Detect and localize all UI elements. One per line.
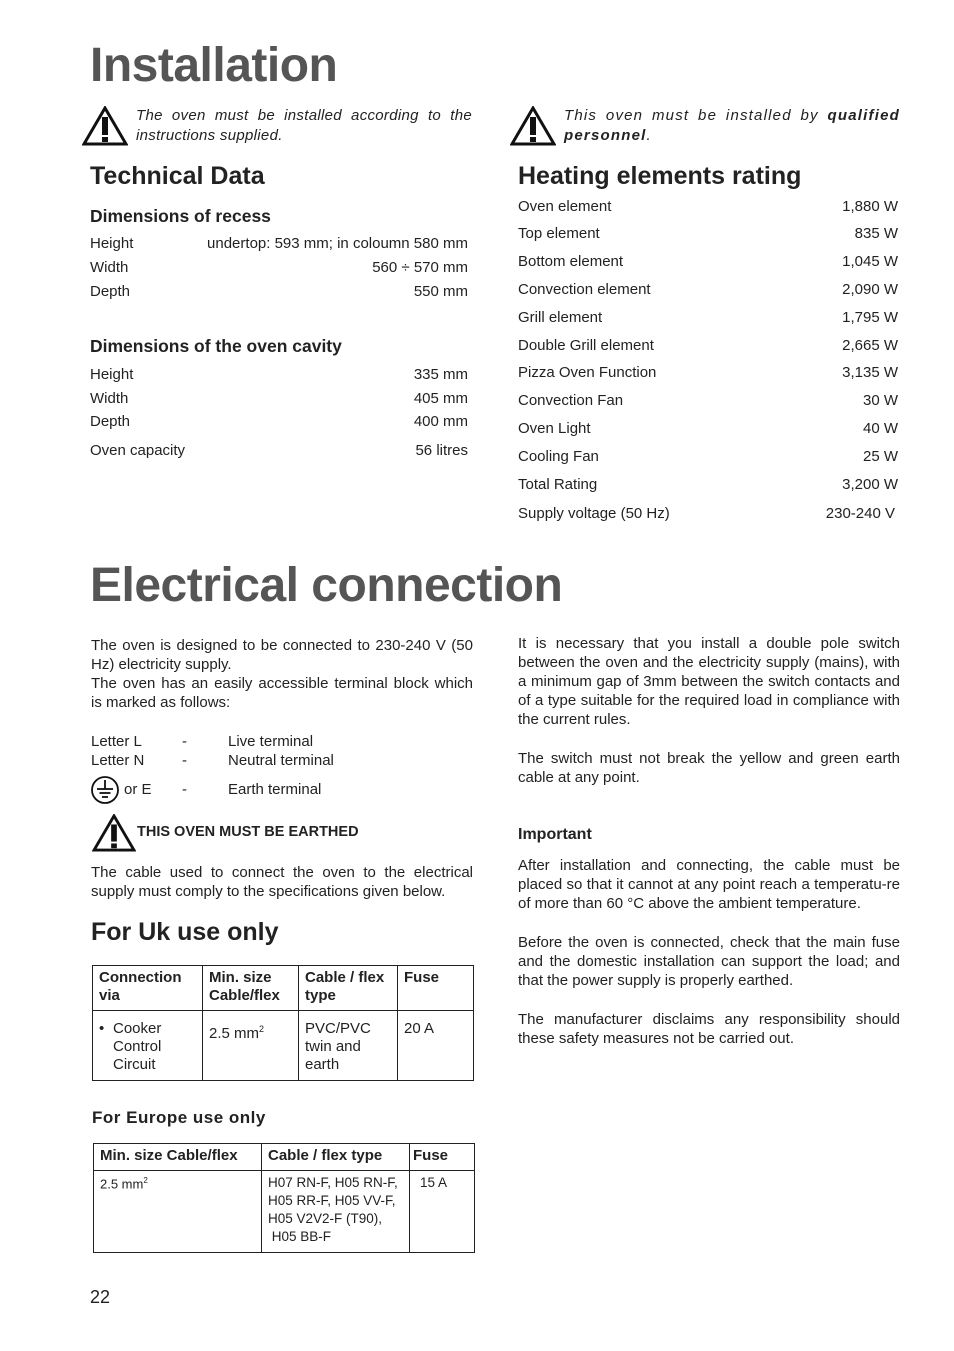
electrical-title: Electrical connection	[90, 559, 563, 612]
heating-row: Total Rating 3,200 W	[518, 476, 898, 493]
column-header: Cable / flex type	[262, 1144, 410, 1171]
installation-title: Installation	[90, 39, 338, 92]
fuse-paragraph: Before the oven is connected, check that the main fuse and the domestic installation can support the load; and that the power supply is properly earthed.	[518, 934, 900, 989]
warning-icon	[92, 814, 136, 852]
terminal-desc: Neutral terminal	[228, 752, 334, 769]
table-row	[93, 1011, 474, 1081]
warning-icon	[510, 106, 556, 146]
recess-row: Depth 550 mm	[90, 283, 468, 300]
table-row	[94, 1171, 475, 1253]
terminal-desc: Live terminal	[228, 733, 314, 750]
table-cell: PVC/PVC twin and earth	[299, 1011, 398, 1081]
heating-row: Oven Light 40 W	[518, 420, 898, 437]
recess-row: Width 560 ÷ 570 mm	[90, 259, 468, 276]
earth-ground-icon	[90, 775, 120, 805]
technical-data-title: Technical Data	[90, 162, 265, 190]
install-warning-left	[82, 106, 474, 146]
warning-text: The oven must be installed according to the instructions supplied.	[136, 107, 472, 144]
cable-text: The cable used to connect the oven to the electrical supply must comply to the specifications given below.	[91, 864, 473, 900]
cavity-title: Dimensions of the oven cavity	[90, 336, 342, 356]
cavity-row: Width 405 mm	[90, 390, 468, 407]
table-cell: 2.5 $mm^2$	[94, 1171, 262, 1253]
terminal-letter: or E	[124, 781, 152, 798]
heating-row: Oven element 1,880 W	[518, 198, 898, 215]
column-header: Cable / flex type	[299, 966, 398, 1011]
heating-row: Bottom element 1,045 W	[518, 253, 898, 270]
heating-row: Double Grill element 2,665 W	[518, 337, 898, 354]
terminal-dash: -	[182, 752, 187, 769]
heating-row: Pizza Oven Function 3,135 W	[518, 364, 898, 381]
heating-row: Cooling Fan 25 W	[518, 448, 898, 465]
column-header: Fuse	[398, 966, 474, 1011]
table-cell: H07 RN-F, H05 RN-F, H05 RR-F, H05 VV-F, H05 V2V2-F (T90), H05 BB-F	[262, 1171, 410, 1253]
cavity-row: Height 335 mm	[90, 366, 468, 383]
heating-row: Supply voltage (50 Hz) 230-240 V	[518, 505, 895, 522]
table-cell: 15 A	[410, 1171, 475, 1253]
heating-title: Heating elements rating	[518, 162, 802, 190]
recess-row: Height undertop: 593 mm; in coloumn 580 mm	[90, 235, 468, 252]
heating-row: Grill element 1,795 W	[518, 309, 898, 326]
terminal-desc: Earth terminal	[228, 781, 322, 798]
install-warning-right	[510, 106, 902, 146]
table-header-row	[93, 966, 474, 1011]
capacity-row: Oven capacity 56 litres	[90, 442, 468, 459]
column-header: Min. size Cable/flex	[203, 966, 299, 1011]
cavity-row: Depth 400 mm	[90, 413, 468, 430]
column-header: Connection via	[93, 966, 203, 1011]
electrical-intro-1: The oven is designed to be connected to 230-240 V (50 Hz) electricity supply.	[91, 637, 473, 673]
column-header: Min. size Cable/flex	[94, 1144, 262, 1171]
table-cell: 2.5 $mm^2$	[203, 1011, 299, 1081]
page-number: 22	[90, 1287, 111, 1307]
heating-row: Top element 835 W	[518, 225, 898, 242]
uk-cable-table	[92, 965, 474, 1081]
disclaimer-paragraph: The manufacturer disclaims any responsibility should these safety measures not be carried out.	[518, 1011, 900, 1047]
column-header: Fuse	[410, 1144, 475, 1171]
terminal-dash: -	[182, 781, 187, 798]
europe-cable-table	[93, 1143, 475, 1253]
electrical-intro-2: The oven has an easily accessible terminal block which is marked as follows:	[91, 675, 473, 711]
uk-title: For Uk use only	[91, 918, 279, 946]
table-header-row	[94, 1144, 475, 1171]
warning-text: This oven must be installed by qualified personnel.	[564, 107, 900, 144]
heating-row: Convection Fan 30 W	[518, 392, 898, 409]
terminal-dash: -	[182, 733, 187, 750]
heating-row: Convection element 2,090 W	[518, 281, 898, 298]
temperature-paragraph: After installation and connecting, the cable must be placed so that it cannot at any point reach a temperatu-re of more than 60 °C above the ambient temperature.	[518, 857, 900, 912]
earthed-warning: THIS OVEN MUST BE EARTHED	[137, 824, 359, 840]
terminal-letter: Letter L	[91, 733, 142, 750]
important-title: Important	[518, 826, 592, 843]
recess-title: Dimensions of recess	[90, 206, 271, 226]
table-cell: • Cooker Control Circuit	[93, 1011, 203, 1081]
terminal-letter: Letter N	[91, 752, 145, 769]
europe-title: For Europe use only	[92, 1108, 266, 1127]
earth-cable-paragraph: The switch must not break the yellow and green earth cable at any point.	[518, 750, 900, 786]
table-cell: 20 A	[398, 1011, 474, 1081]
warning-icon	[82, 106, 128, 146]
switch-paragraph: It is necessary that you install a double pole switch between the oven and the electricity supply (mains), with a minimum gap of 3mm between the switch contacts and of a type suitable for the required load in compliance with the current rules.	[518, 635, 900, 728]
